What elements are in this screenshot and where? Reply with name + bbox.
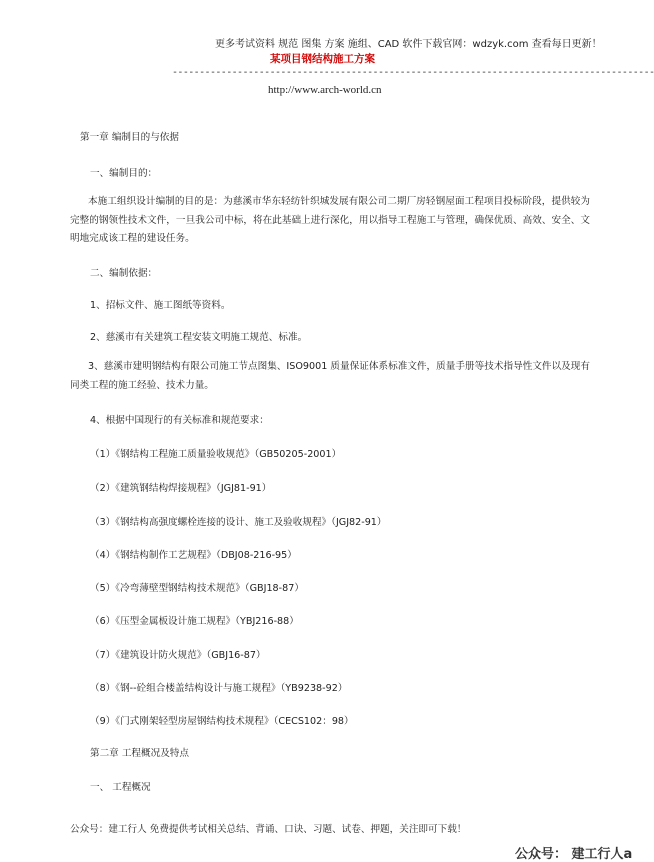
chapter-1-heading: 第一章 编制目的与依据: [80, 132, 179, 143]
document-title: 某项目钢结构施工方案: [270, 53, 375, 65]
header-divider: -----------------------------------------------------------------------------------------: [172, 67, 654, 78]
standard-item: （5）《冷弯薄壁型钢结构技术规范》（GBJ18-87）: [90, 583, 304, 594]
footer-notice: 公众号：建工行人 免费提供考试相关总结、背诵、口诀、习题、试卷、押题，关注即可下载！: [70, 824, 467, 835]
standard-item: （9）《门式刚架轻型房屋钢结构技术规程》（CECS102：98）: [90, 716, 354, 727]
standard-item: （1）《钢结构工程施工质量验收规范》（GB50205-2001）: [90, 449, 342, 460]
section-overview-heading: 一、 工程概况: [90, 782, 151, 793]
purpose-paragraph: 本施工组织设计编制的目的是：为慈溪市华东轻纺针织城发展有限公司二期厂房轻钢屋面工程项目投标阶段，提供较为完整的钢领性技术文件，一旦我公司中标，将在此基础上进行深化，用以指导工程施工与管理，确保优质、高效、安全、文明地完成该工程的建设任务。: [70, 196, 590, 244]
standard-item: （3）《钢结构高强度螺栓连接的设计、施工及验收规程》（JGJ82-91）: [90, 517, 387, 528]
basis-item-2: 2、慈溪市有关建筑工程安装文明施工规范、标准。: [90, 332, 308, 343]
basis-item-1: 1、招标文件、施工图纸等资料。: [90, 300, 231, 311]
basis-item-3: 3、慈溪市建明钢结构有限公司施工节点图集、ISO9001 质量保证体系标准文件，质量手册等技术指导性文件以及现有同类工程的施工经验、技术力量。: [70, 361, 590, 391]
header-source-note: 更多考试资料 规范 图集 方案 施组、CAD 软件下载官网：wdzyk.com 查看每日更新！: [215, 39, 602, 50]
section-basis-heading: 二、编制依据：: [90, 268, 158, 279]
standard-item: （4）《钢结构制作工艺规程》（DBJ08-216-95）: [90, 550, 297, 561]
standard-item: （2）《建筑钢结构焊接规程》（JGJ81-91）: [90, 483, 272, 494]
standard-item: （8）《钢--砼组合楼盖结构设计与施工规程》（YB9238-92）: [90, 683, 348, 694]
header-url-link[interactable]: http://www.arch-world.cn: [268, 84, 382, 96]
section-purpose-heading: 一、编制目的：: [90, 168, 158, 179]
basis-item-4: 4、根据中国现行的有关标准和规范要求：: [90, 415, 269, 426]
standard-item: （7）《建筑设计防火规范》（GBJ16-87）: [90, 650, 266, 661]
watermark-label: 公众号： 建工行人a: [515, 847, 633, 862]
standard-item: （6）《压型金属板设计施工规程》（YBJ216-88）: [90, 616, 299, 627]
chapter-2-heading: 第二章 工程概况及特点: [90, 748, 189, 759]
